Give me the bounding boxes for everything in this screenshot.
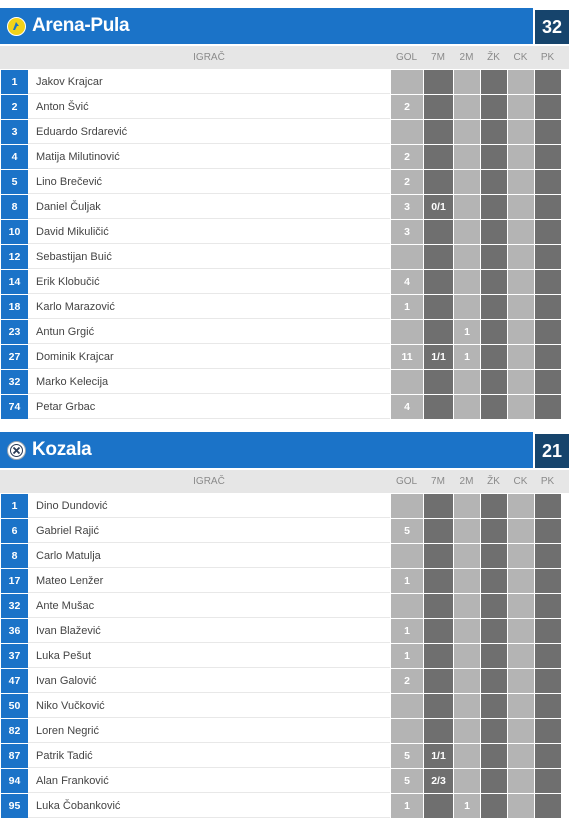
player-row: [0, 719, 569, 743]
player-name: Daniel Čuljak: [28, 195, 390, 219]
stat-ck: [507, 145, 534, 169]
column-header-m7: 7M: [431, 52, 445, 63]
player-row: [0, 794, 569, 818]
stat-gol: 4: [390, 270, 423, 294]
stat-zk: [480, 619, 507, 643]
stat-gol: [390, 694, 423, 718]
player-row: [0, 494, 569, 518]
stat-m2: [453, 95, 480, 119]
stat-pk: [534, 769, 561, 793]
player-row: [0, 70, 569, 94]
stat-m2: [453, 145, 480, 169]
stat-pk: [534, 395, 561, 419]
player-number: 37: [1, 644, 28, 668]
stat-ck: [507, 395, 534, 419]
stat-m7: [423, 170, 453, 194]
player-row: [0, 220, 569, 244]
stat-pk: [534, 619, 561, 643]
stat-m7: [423, 395, 453, 419]
stat-gol: 1: [390, 295, 423, 319]
stat-zk: [480, 744, 507, 768]
stat-m7: [423, 320, 453, 344]
player-name: Patrik Tadić: [28, 744, 390, 768]
team-section-0: [0, 8, 569, 413]
stat-pk: [534, 719, 561, 743]
stat-pk: [534, 669, 561, 693]
stat-pk: [534, 694, 561, 718]
player-name: Marko Kelecija: [28, 370, 390, 394]
stat-gol: 1: [390, 794, 423, 818]
player-number: 1: [1, 494, 28, 518]
stat-m2: 1: [453, 320, 480, 344]
player-number: 14: [1, 270, 28, 294]
stat-ck: [507, 694, 534, 718]
column-header-ck: CK: [513, 476, 528, 487]
stat-gol: [390, 320, 423, 344]
player-row: [0, 345, 569, 369]
player-name: Dino Dundović: [28, 494, 390, 518]
stat-m2: 1: [453, 794, 480, 818]
stat-zk: [480, 95, 507, 119]
player-name: Matija Milutinović: [28, 145, 390, 169]
stat-gol: [390, 594, 423, 618]
column-header-pk: PK: [540, 52, 555, 63]
player-number: 18: [1, 295, 28, 319]
player-number: 8: [1, 195, 28, 219]
stat-m2: [453, 644, 480, 668]
stat-pk: [534, 95, 561, 119]
stat-m2: [453, 519, 480, 543]
stat-m2: [453, 744, 480, 768]
stat-m7: [423, 494, 453, 518]
stat-zk: [480, 669, 507, 693]
team-name: Kozala: [32, 439, 92, 460]
stat-ck: [507, 644, 534, 668]
stat-zk: [480, 370, 507, 394]
stat-m7: [423, 669, 453, 693]
player-row: [0, 694, 569, 718]
stat-m7: 1/1: [423, 345, 453, 369]
player-row: [0, 644, 569, 668]
stat-ck: [507, 794, 534, 818]
stat-pk: [534, 544, 561, 568]
stat-zk: [480, 544, 507, 568]
player-name: Sebastijan Buić: [28, 245, 390, 269]
stat-zk: [480, 245, 507, 269]
stat-m7: [423, 619, 453, 643]
stat-gol: [390, 245, 423, 269]
player-number: 74: [1, 395, 28, 419]
stat-ck: [507, 70, 534, 94]
player-number: 36: [1, 619, 28, 643]
player-name: Anton Švić: [28, 95, 390, 119]
stat-pk: [534, 494, 561, 518]
player-number: 8: [1, 544, 28, 568]
stat-pk: [534, 594, 561, 618]
column-header-gol: GOL: [395, 52, 418, 63]
stat-m2: [453, 719, 480, 743]
stat-ck: [507, 195, 534, 219]
stat-ck: [507, 345, 534, 369]
stat-zk: [480, 320, 507, 344]
team-section-1: [0, 432, 569, 812]
player-row: [0, 145, 569, 169]
stat-m2: [453, 170, 480, 194]
stat-gol: 3: [390, 195, 423, 219]
stat-pk: [534, 744, 561, 768]
stat-gol: 2: [390, 669, 423, 693]
player-row: [0, 744, 569, 768]
column-header-row: [0, 46, 569, 69]
column-header-player: IGRAČ: [193, 476, 225, 487]
stat-pk: [534, 145, 561, 169]
player-name: Dominik Krajcar: [28, 345, 390, 369]
player-number: 23: [1, 320, 28, 344]
player-row: [0, 519, 569, 543]
player-row: [0, 669, 569, 693]
player-number: 82: [1, 719, 28, 743]
stat-gol: 1: [390, 569, 423, 593]
stat-gol: 1: [390, 644, 423, 668]
stat-zk: [480, 769, 507, 793]
player-row: [0, 170, 569, 194]
player-number: 5: [1, 170, 28, 194]
player-row: [0, 95, 569, 119]
player-name: Erik Klobučić: [28, 270, 390, 294]
stat-pk: [534, 295, 561, 319]
stat-m2: [453, 220, 480, 244]
stat-ck: [507, 544, 534, 568]
stat-m2: [453, 669, 480, 693]
stat-zk: [480, 594, 507, 618]
stat-pk: [534, 569, 561, 593]
stat-pk: [534, 120, 561, 144]
stat-zk: [480, 70, 507, 94]
stat-m2: [453, 270, 480, 294]
stat-gol: [390, 719, 423, 743]
player-row: [0, 270, 569, 294]
player-number: 47: [1, 669, 28, 693]
player-name: Ante Mušac: [28, 594, 390, 618]
stat-m2: [453, 594, 480, 618]
player-number: 32: [1, 594, 28, 618]
team-name-bar: [0, 432, 533, 468]
stat-zk: [480, 694, 507, 718]
column-header-m2: 2M: [459, 476, 474, 487]
team-logo-icon: [7, 17, 26, 36]
stat-m7: [423, 519, 453, 543]
column-header-pk: PK: [540, 476, 555, 487]
stat-m2: [453, 769, 480, 793]
player-number: 87: [1, 744, 28, 768]
player-name: Alan Franković: [28, 769, 390, 793]
stat-zk: [480, 145, 507, 169]
stat-m2: [453, 619, 480, 643]
stat-zk: [480, 569, 507, 593]
stat-gol: [390, 370, 423, 394]
stat-ck: [507, 769, 534, 793]
stat-ck: [507, 719, 534, 743]
stat-gol: 5: [390, 744, 423, 768]
team-logo-icon: [7, 441, 26, 460]
team-score: 21: [535, 434, 569, 468]
stat-pk: [534, 370, 561, 394]
stat-ck: [507, 95, 534, 119]
stat-ck: [507, 320, 534, 344]
stat-pk: [534, 220, 561, 244]
player-number: 4: [1, 145, 28, 169]
player-name: Luka Čobanković: [28, 794, 390, 818]
player-number: 10: [1, 220, 28, 244]
column-header-m2: 2M: [459, 52, 474, 63]
stat-m7: [423, 719, 453, 743]
stat-m7: [423, 220, 453, 244]
player-name: Loren Negrić: [28, 719, 390, 743]
player-row: [0, 569, 569, 593]
stat-pk: [534, 794, 561, 818]
column-header-zk: ŽK: [487, 476, 500, 487]
stat-m2: [453, 70, 480, 94]
stat-m7: [423, 594, 453, 618]
stat-zk: [480, 719, 507, 743]
stat-ck: [507, 295, 534, 319]
stat-m7: [423, 544, 453, 568]
player-row: [0, 120, 569, 144]
player-name: Jakov Krajcar: [28, 70, 390, 94]
stat-m7: [423, 145, 453, 169]
team-header: [0, 432, 569, 468]
stat-ck: [507, 245, 534, 269]
stat-ck: [507, 594, 534, 618]
stat-gol: [390, 544, 423, 568]
team-name-bar: [0, 8, 533, 44]
stat-m7: [423, 70, 453, 94]
stat-zk: [480, 170, 507, 194]
stat-zk: [480, 295, 507, 319]
stat-gol: 11: [390, 345, 423, 369]
player-number: 50: [1, 694, 28, 718]
stat-gol: 1: [390, 619, 423, 643]
stat-ck: [507, 120, 534, 144]
player-name: Niko Vučković: [28, 694, 390, 718]
player-name: Petar Grbac: [28, 395, 390, 419]
player-name: Eduardo Srdarević: [28, 120, 390, 144]
stat-m7: [423, 95, 453, 119]
player-row: [0, 370, 569, 394]
stat-m7: [423, 569, 453, 593]
stat-zk: [480, 519, 507, 543]
player-number: 6: [1, 519, 28, 543]
stat-zk: [480, 494, 507, 518]
stat-m2: [453, 295, 480, 319]
player-row: [0, 395, 569, 419]
stat-m2: 1: [453, 345, 480, 369]
stat-m7: [423, 295, 453, 319]
stat-ck: [507, 370, 534, 394]
stat-gol: 2: [390, 145, 423, 169]
stat-m2: [453, 569, 480, 593]
stat-gol: 5: [390, 519, 423, 543]
player-number: 32: [1, 370, 28, 394]
stat-zk: [480, 794, 507, 818]
stat-gol: [390, 70, 423, 94]
player-name: Lino Brečević: [28, 170, 390, 194]
player-row: [0, 320, 569, 344]
stat-m7: [423, 644, 453, 668]
stat-m2: [453, 195, 480, 219]
player-row: [0, 195, 569, 219]
player-name: Karlo Marazović: [28, 295, 390, 319]
player-row: [0, 769, 569, 793]
stat-pk: [534, 519, 561, 543]
player-row: [0, 619, 569, 643]
stat-gol: 4: [390, 395, 423, 419]
stat-gol: [390, 494, 423, 518]
player-number: 1: [1, 70, 28, 94]
player-row: [0, 594, 569, 618]
stat-zk: [480, 220, 507, 244]
stat-zk: [480, 395, 507, 419]
stat-pk: [534, 245, 561, 269]
stat-m2: [453, 494, 480, 518]
team-header: [0, 8, 569, 44]
team-name: Arena-Pula: [32, 15, 130, 36]
player-number: 95: [1, 794, 28, 818]
stat-m7: [423, 270, 453, 294]
stat-m2: [453, 245, 480, 269]
stat-m7: [423, 120, 453, 144]
team-score: 32: [535, 10, 569, 44]
player-name: Mateo Lenžer: [28, 569, 390, 593]
stat-m2: [453, 120, 480, 144]
stat-pk: [534, 345, 561, 369]
stat-ck: [507, 494, 534, 518]
stat-m2: [453, 370, 480, 394]
player-number: 2: [1, 95, 28, 119]
column-header-zk: ŽK: [487, 52, 500, 63]
stat-zk: [480, 270, 507, 294]
stat-pk: [534, 270, 561, 294]
player-number: 27: [1, 345, 28, 369]
player-number: 94: [1, 769, 28, 793]
column-header-m7: 7M: [431, 476, 445, 487]
stat-m7: [423, 245, 453, 269]
stat-gol: 3: [390, 220, 423, 244]
player-row: [0, 245, 569, 269]
player-number: 12: [1, 245, 28, 269]
stat-pk: [534, 170, 561, 194]
stat-ck: [507, 270, 534, 294]
stat-m7: [423, 794, 453, 818]
stat-pk: [534, 70, 561, 94]
stat-m2: [453, 395, 480, 419]
stat-zk: [480, 195, 507, 219]
player-row: [0, 295, 569, 319]
player-number: 17: [1, 569, 28, 593]
stat-gol: 5: [390, 769, 423, 793]
player-row: [0, 544, 569, 568]
stat-gol: [390, 120, 423, 144]
stat-m7: [423, 694, 453, 718]
stat-m7: [423, 370, 453, 394]
column-header-row: [0, 470, 569, 493]
stat-ck: [507, 519, 534, 543]
stat-m7: 1/1: [423, 744, 453, 768]
player-name: Gabriel Rajić: [28, 519, 390, 543]
stat-zk: [480, 345, 507, 369]
stat-ck: [507, 220, 534, 244]
stat-gol: 2: [390, 170, 423, 194]
stat-m2: [453, 544, 480, 568]
column-header-gol: GOL: [395, 476, 418, 487]
stat-ck: [507, 569, 534, 593]
stat-ck: [507, 170, 534, 194]
stat-pk: [534, 320, 561, 344]
player-name: David Mikuličić: [28, 220, 390, 244]
stat-m7: 2/3: [423, 769, 453, 793]
player-number: 3: [1, 120, 28, 144]
stat-gol: 2: [390, 95, 423, 119]
stat-m2: [453, 694, 480, 718]
stat-ck: [507, 744, 534, 768]
stat-zk: [480, 120, 507, 144]
column-header-ck: CK: [513, 52, 528, 63]
stat-pk: [534, 644, 561, 668]
column-header-player: IGRAČ: [193, 52, 225, 63]
stat-ck: [507, 669, 534, 693]
stat-zk: [480, 644, 507, 668]
stat-ck: [507, 619, 534, 643]
stat-m7: 0/1: [423, 195, 453, 219]
player-name: Ivan Blažević: [28, 619, 390, 643]
player-name: Carlo Matulja: [28, 544, 390, 568]
stat-pk: [534, 195, 561, 219]
player-name: Luka Pešut: [28, 644, 390, 668]
player-name: Antun Grgić: [28, 320, 390, 344]
player-name: Ivan Galović: [28, 669, 390, 693]
